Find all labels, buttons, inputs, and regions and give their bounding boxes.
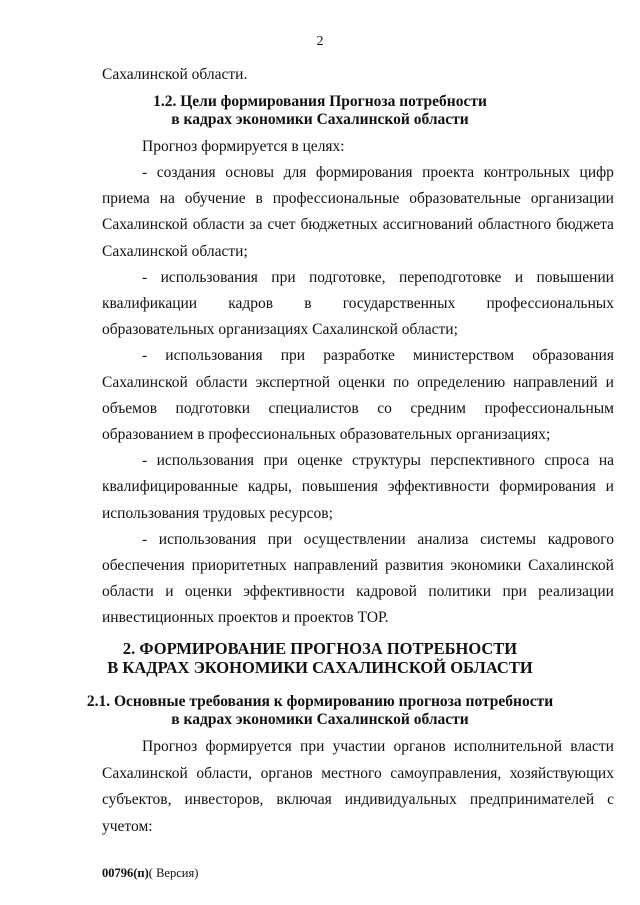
word: области, [196, 764, 253, 782]
word: и [165, 583, 174, 601]
section-1-2-heading-line2: в кадрах экономики Сахалинской области [171, 111, 469, 128]
word: исполнительной [453, 738, 563, 755]
paragraph-line [142, 738, 614, 756]
word: по [393, 373, 410, 391]
goal-item-5-line [102, 583, 614, 601]
word: проекта [422, 164, 475, 181]
goal-item-1-line [102, 190, 614, 208]
section-2-1-heading-line1: 2.1. Основные требования к формированию прогноза потребности [86, 693, 554, 710]
word: при [280, 347, 306, 365]
word: цифр [579, 164, 614, 181]
word: - [142, 452, 148, 470]
word: области [102, 583, 154, 601]
word: в [304, 295, 312, 312]
goal-item-1-last-line: Сахалинской области; [102, 242, 248, 260]
word: предпринимателей [469, 791, 595, 808]
word: и [605, 373, 614, 391]
word: счет [267, 216, 296, 234]
word: использования [158, 530, 257, 548]
paragraph-last-line: учетом: [102, 817, 153, 835]
word: Сахалинской [102, 764, 188, 782]
word: средним [410, 399, 466, 417]
goal-item-4-last-line: использования трудовых ресурсов; [102, 504, 333, 522]
continuation-text: Сахалинской области. [102, 66, 248, 83]
word: при [263, 452, 288, 470]
footer-code: 00796(п) [102, 866, 149, 880]
goal-item-5-line [102, 557, 614, 575]
word: кадры, [247, 478, 292, 496]
word: с [607, 791, 614, 808]
word: политики [428, 583, 492, 601]
section-2-heading-line2: В КАДРАХ ЭКОНОМИКИ САХАЛИНСКОЙ ОБЛАСТИ [107, 658, 533, 677]
word: при [502, 583, 527, 601]
word: в [255, 190, 263, 208]
word: для [283, 164, 307, 181]
word: области [195, 373, 248, 391]
word: ассигнований [382, 216, 473, 234]
word: кадров [228, 295, 274, 312]
footer-document-code [102, 866, 198, 881]
word: Сахалинской [102, 373, 188, 391]
word: хозяйствующих [509, 764, 614, 782]
word: экономики [450, 557, 522, 574]
paragraph-line [102, 765, 614, 783]
word: - [142, 268, 148, 286]
goal-item-1-line [142, 164, 614, 182]
word: включая [276, 791, 332, 808]
word: создания [156, 164, 216, 181]
goal-item-2-line [142, 269, 614, 287]
word: квалификации [102, 295, 198, 312]
word: областного [477, 216, 552, 234]
word: формируется [205, 738, 292, 755]
word: обеспечения [102, 557, 185, 574]
word: и [605, 478, 614, 496]
word: осуществлении [303, 530, 406, 548]
goal-item-4-line [102, 478, 614, 496]
goal-item-5-line [142, 531, 614, 549]
word: использования [156, 452, 254, 470]
word: министерством [412, 347, 515, 365]
word: и [514, 268, 524, 286]
word: эффективности [243, 583, 345, 601]
word: переподготовке [398, 268, 502, 286]
word: развития [384, 557, 444, 574]
word: использования [160, 268, 258, 286]
word: на [159, 190, 175, 208]
word: самоуправления, [390, 764, 502, 782]
word: образовательные [409, 190, 521, 208]
word: направлений [513, 373, 598, 391]
word: эффективности [387, 478, 490, 496]
word: перспективного [430, 452, 535, 470]
word: объемов [102, 399, 158, 417]
word: Сахалинской [528, 557, 614, 574]
word: квалифицированные [102, 478, 238, 496]
word: подготовки [175, 399, 250, 417]
word: области [192, 216, 245, 234]
word: системы [480, 530, 537, 548]
word: повышения [301, 478, 379, 496]
word: субъектов, [102, 791, 172, 808]
word: - [142, 530, 148, 548]
word: индивидуальных [344, 791, 457, 808]
page-number: 2 [316, 34, 324, 49]
word: власти [570, 738, 614, 755]
goal-item-3-last-line: образованием в профессиональных образовательных организациях; [102, 426, 551, 443]
word: оценки [184, 583, 232, 601]
goal-item-3-line [102, 374, 614, 392]
word: формирования [499, 478, 596, 496]
word: на [598, 452, 614, 470]
word: определению [417, 373, 506, 391]
word: оценки [338, 373, 386, 391]
goal-item-2-last-line: образовательных организациях Сахалинской области; [102, 321, 458, 339]
word: кадрового [547, 530, 614, 548]
word: основы [225, 164, 275, 181]
goal-item-4-line [142, 452, 614, 470]
word: органов [260, 764, 313, 782]
word: экспертной [255, 373, 331, 391]
goal-item-1-line [102, 216, 614, 234]
word: разработке [323, 347, 395, 365]
word: профессиональных [486, 295, 614, 312]
word: инвесторов, [184, 791, 264, 808]
word: формирования [315, 164, 413, 181]
word: приема [102, 190, 150, 208]
goal-item-3-line [102, 400, 614, 418]
word: участии [332, 738, 386, 755]
word: Прогноз [142, 738, 198, 755]
word: государственных [342, 295, 456, 312]
section-2-heading-line1: 2. ФОРМИРОВАНИЕ ПРОГНОЗА ПОТРЕБНОСТИ [122, 639, 518, 658]
word: бюджетных [300, 216, 378, 234]
section-1-2-intro: Прогноз формируется в целях: [142, 138, 345, 155]
goal-item-3-line [142, 347, 614, 365]
word: структуры [351, 452, 421, 470]
word: - [142, 347, 148, 365]
word: подготовке, [309, 268, 386, 286]
word: организации [530, 190, 614, 208]
word: кадровой [356, 583, 417, 601]
goal-item-2-line [102, 295, 614, 313]
word: Сахалинской [102, 216, 188, 234]
word: анализа [417, 530, 469, 548]
word: направлений [293, 557, 379, 574]
word: при [271, 268, 296, 286]
word: со [377, 399, 392, 417]
word: профессиональным [484, 399, 614, 417]
word: обучение [184, 190, 246, 208]
section-2-1-heading-line2: в кадрах экономики Сахалинской области [171, 711, 469, 728]
goal-item-5-last-line: инвестиционных проектов и проектов ТОР. [102, 609, 389, 627]
word: - [142, 164, 148, 181]
word: местного [321, 764, 382, 782]
word: бюджета [556, 216, 614, 234]
word: реализации [538, 583, 614, 601]
paragraph-line [102, 791, 614, 809]
section-1-2-heading-line1: 1.2. Цели формирования Прогноза потребности [153, 93, 487, 110]
word: за [249, 216, 263, 234]
word: повышении [536, 268, 614, 286]
word: контрольных [483, 164, 570, 181]
word: спроса [544, 452, 590, 470]
word: при [300, 738, 325, 755]
word: оценке [297, 452, 343, 470]
word: приоритетных [191, 557, 287, 574]
word: органов [393, 738, 446, 755]
word: специалистов [268, 399, 359, 417]
word: профессиональные [272, 190, 400, 208]
word: при [267, 530, 293, 548]
footer-version: ( Версия) [148, 866, 199, 880]
word: использования [165, 347, 263, 365]
word: образования [532, 347, 614, 365]
